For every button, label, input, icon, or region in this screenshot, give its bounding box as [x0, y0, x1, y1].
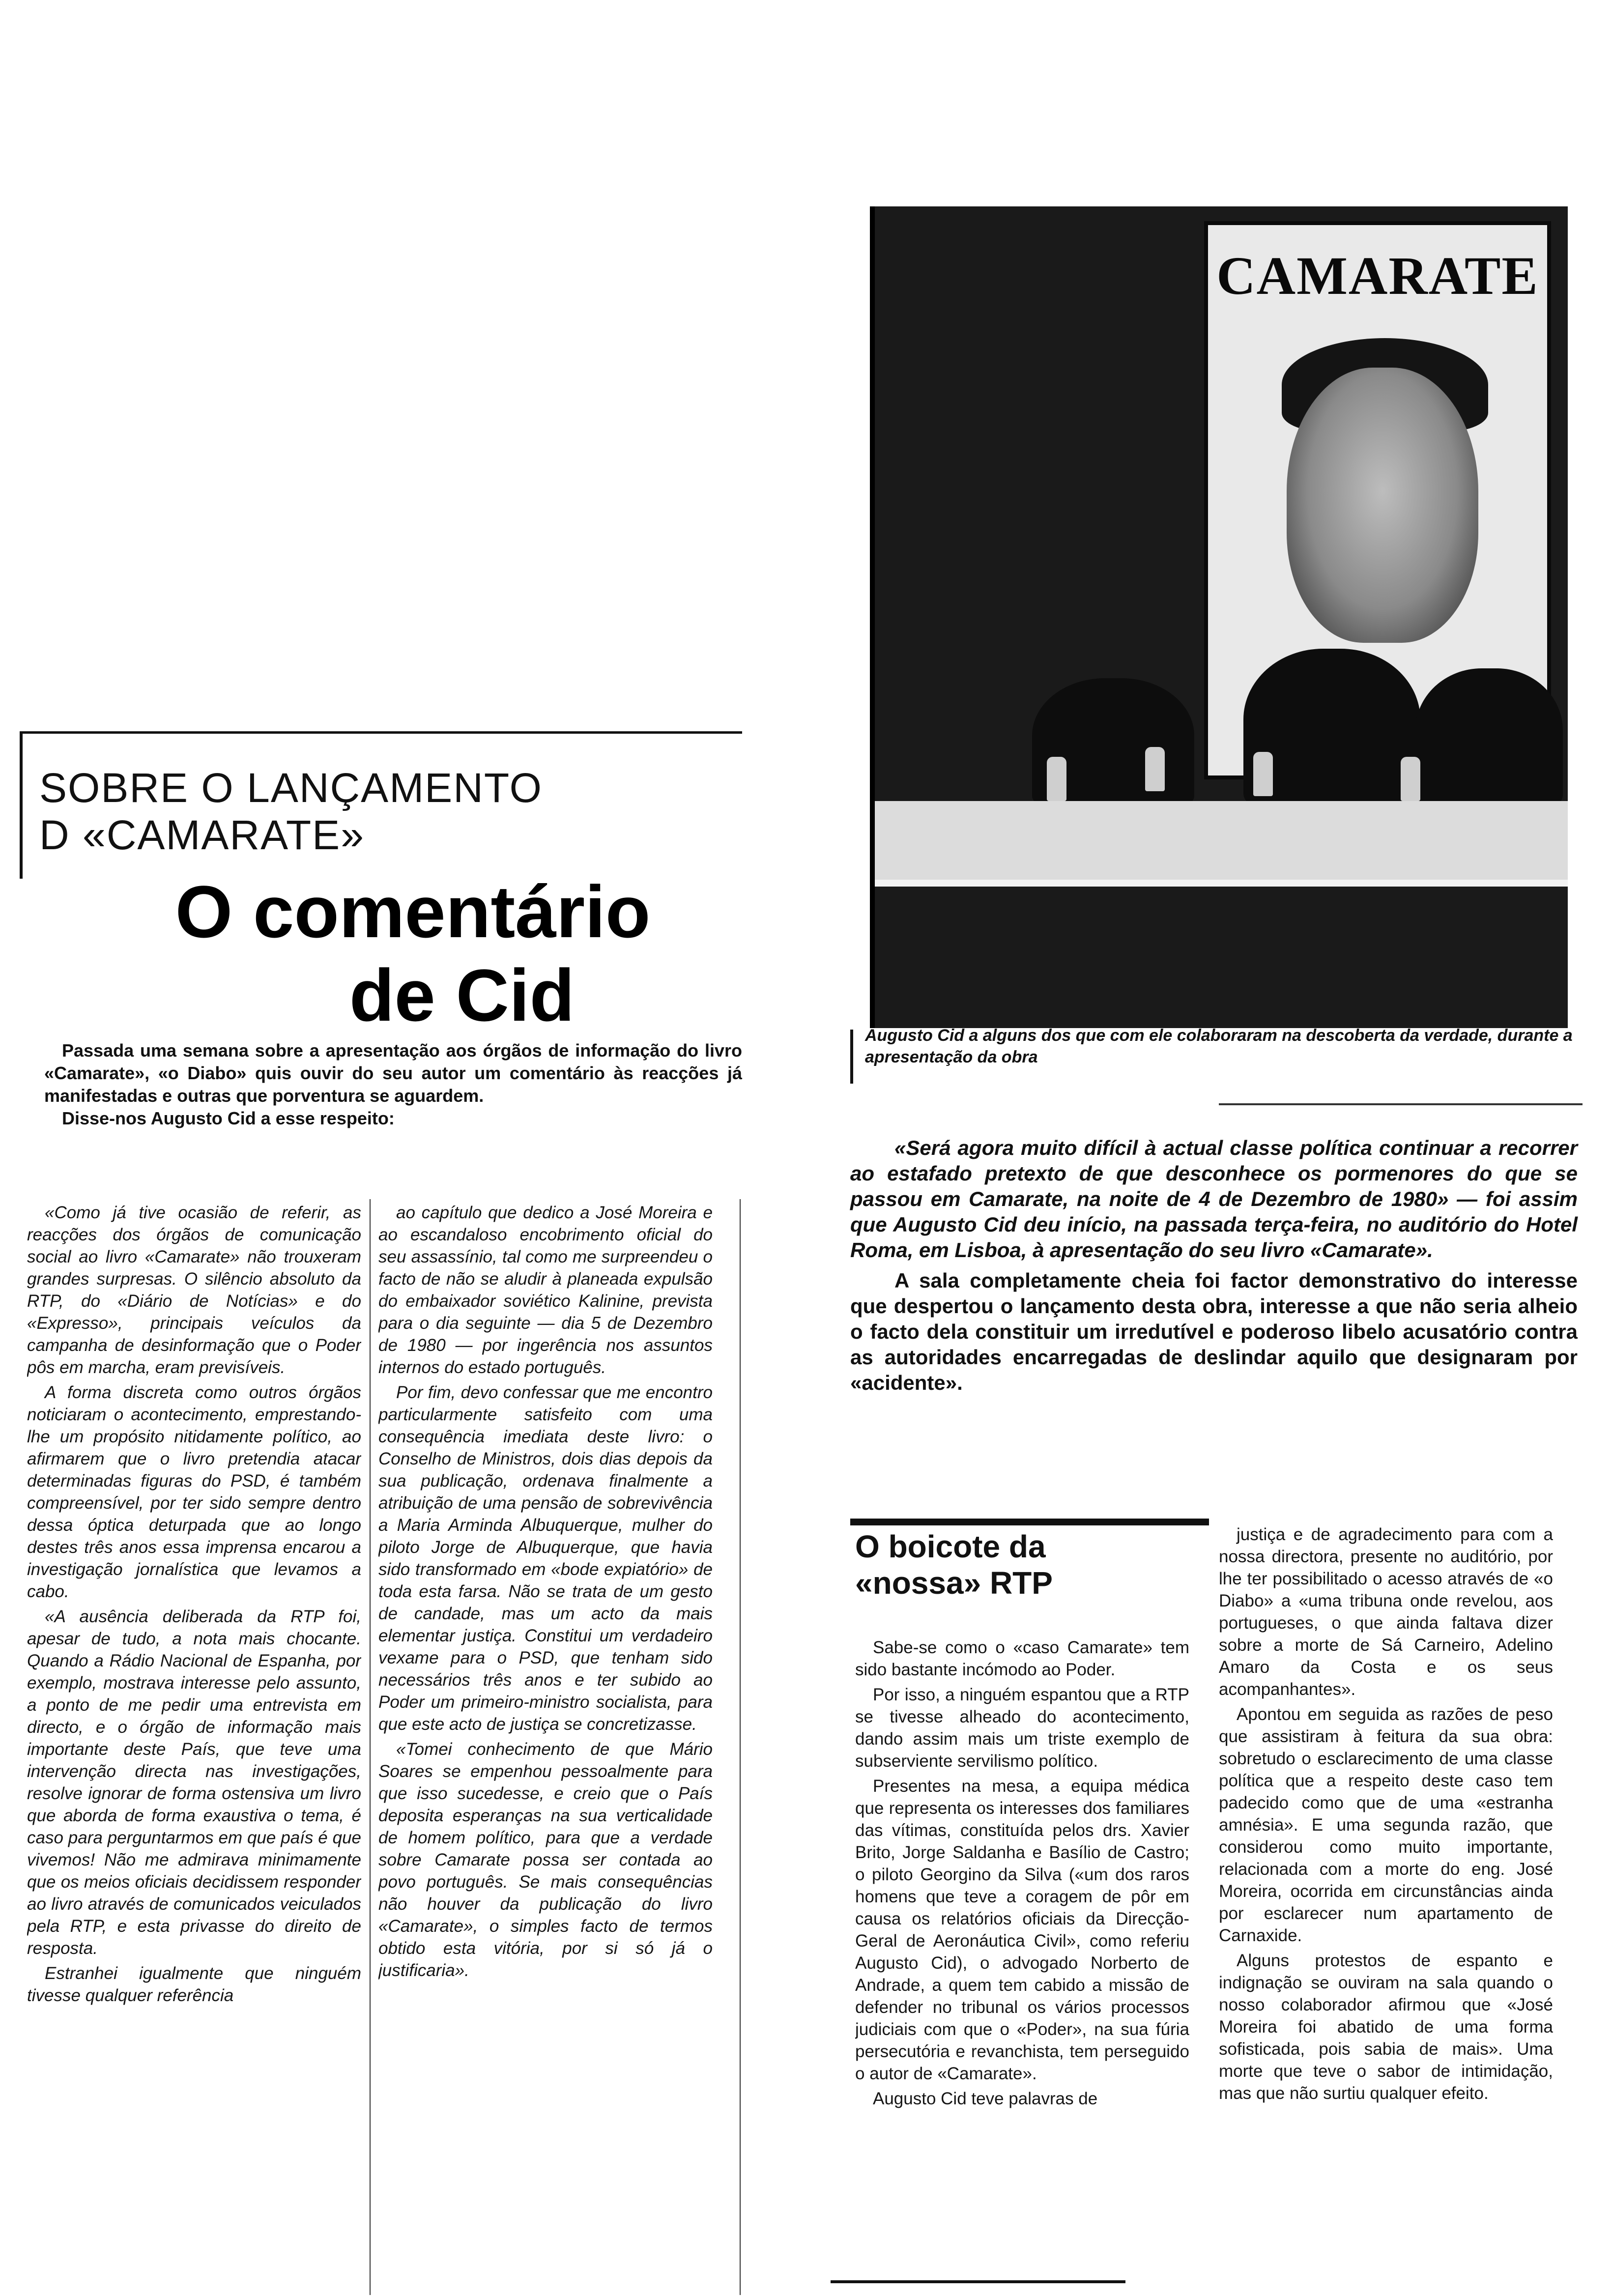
right-column-4 [1219, 1523, 1553, 2290]
column-paragraph: Alguns protestos de espanto e indignação se ouviram na sala quando o nosso colaborador afirmou que «José Moreira foi abatido de uma forma sofisticada, pois sabia de mais». Uma morte que teve o sabor de intimidação, mas que não surtiu qualquer efeito. [1219, 1951, 1553, 2103]
intro-paragraph: «Será agora muito difícil à actual classe política continuar a recorrer ao estafado pretexto de que desconhece os pormenores do que se passou em Camarate, na noite de 4 de Dezembro de 1980» — foi assim que Augusto Cid deu início, na passada terça-feira, no auditório do Hotel Roma, em Lisboa, à apresentação do seu livro «Camarate». [850, 1136, 1578, 1262]
lead-paragraph: Passada uma semana sobre a apresentação aos órgãos de informação do livro «Camarate», «o Diabo» quis ouvir do seu autor um comentário às reacções já manifestadas e outras que porventura se aguardem. [44, 1040, 742, 1106]
column-paragraph: «Como já tive ocasião de referir, as reacções dos órgãos de comunicação social ao livro «Camarate» não trouxeram grandes surpresas. O silêncio absoluto da RTP, do «Diário de Notícias» e do «Expresso», principais veículos da campanha de desinformação que o Poder pôs em marcha, eram previsíveis. [27, 1203, 361, 1377]
intro-paragraph: A sala completamente cheia foi factor demonstrativo do interesse que despertou o lançamento desta obra, interesse a que não seria alheio o facto dela constituir um irredutível e poderoso libelo acusatório contra as autoridades encarregadas de deslindar aquilo que designaram por «acidente». [850, 1269, 1578, 1394]
column-paragraph: Sabe-se como o «caso Camarate» tem sido bastante incómodo ao Poder. [855, 1638, 1189, 1679]
subheading-line-1: O boicote da [855, 1529, 1046, 1564]
header-side-bar [20, 731, 23, 879]
column-paragraph: Apontou em seguida as razões de peso que assistiram à feitura da sua obra: sobretudo o esclarecimento de uma classe política que a respeito deste caso tem padecido como que de uma «estranha amnésia». E uma segunda razão, que considerou como muito importante, relacionada com a morte do eng. José Moreira, ocorrida em circunstâncias ainda por esclarecer num apartamento de Carnaxide. [1219, 1705, 1553, 1945]
seated-person [1415, 668, 1563, 806]
kicker-line-1: SOBRE O LANÇAMENTO [39, 765, 543, 811]
photo-caption: Augusto Cid a alguns dos que com ele colaboraram na descoberta da verdade, durante a apresentação da obra [865, 1026, 1573, 1066]
left-column-1 [27, 1202, 361, 2293]
water-bottle [1401, 757, 1420, 801]
caption-bar [850, 1030, 853, 1084]
subhead-rule [850, 1519, 1209, 1525]
article-lead [44, 1039, 742, 1130]
column-paragraph: «A ausência deliberada da RTP foi, apesar de tudo, a nota mais chocante. Quando a Rádio Nacional de Espanha, por exemplo, mostrava interesse pelo assunto, a ponto de me pedir uma entrevista em directo, e o órgão de informação mais importante deste País, que teve uma intervenção directa nas investigações, resolve ignorar de forma ostensiva um livro que aborda de forma exaustiva o tema, é caso para perguntarmos em que país é que vivemos! Não me admirava minimamente que os meios oficiais decidissem responder ao livro através de comunicados veiculados pela RTP, e esta privasse do direito de resposta. [27, 1607, 361, 1958]
column-paragraph: Augusto Cid teve palavras de [873, 2089, 1098, 2108]
column-divider [370, 1199, 371, 2295]
water-bottle [1047, 757, 1066, 801]
article-kicker [39, 764, 543, 859]
column-paragraph: Por fim, devo confessar que me encontro particularmente satisfeito com uma consequência imediata deste livro: o Conselho de Ministros, dois dias depois da sua publicação, ordenava finalmente a atribuição de uma pensão de sobrevivência a Maria Arminda Albuquerque, mulher do piloto Jorge de Albuquerque, que havia sido transformado em «bode expiatório» de toda esta farsa. Não se trata de um gesto de candade, mas um acto da mais elementar justiça. Constitui um verdadeiro vexame para o PSD, que tenham sido necessários três anos e ter subido ao Poder um primeiro-ministro socialista, para que este acto de justiça se concretizasse. [378, 1383, 713, 1734]
lead-paragraph: Disse-nos Augusto Cid a esse respeito: [62, 1108, 395, 1128]
subheading [855, 1528, 1053, 1601]
column-paragraph: «Tomei conhecimento de que Mário Soares se empenhou pessoalmente para que isso sucedesse, e creio que o País deposita esperanças na sua verticalidade de homem político, para que a verdade sobre Camarate possa ser contada ao povo português. Se mais consequências não houver da publicação do livro «Camarate», o simples facto de termos obtido esta vitória, por si só já o justificaria». [378, 1740, 713, 1980]
poster-title: CAMARATE [1216, 246, 1539, 306]
caption-rule [1219, 1103, 1583, 1105]
kicker-line-2: D «CAMARATE» [39, 812, 365, 858]
column-paragraph: A forma discreta como outros órgãos noticiaram o acontecimento, emprestando-lhe um propósito nitidamente político, ao afirmarem que o livro pretendia atacar determinadas figuras do PSD, é também compreensível, por ter sido sempre dentro dessa óptica deturpada que ao longo destes três anos essa imprensa encarou a investigação jornalística que levamos a cabo. [27, 1383, 361, 1601]
left-column-2 [378, 1202, 713, 2293]
article-headline [143, 870, 683, 1037]
right-article-intro [850, 1135, 1578, 1401]
header-rule [20, 731, 742, 734]
column-paragraph: Por isso, a ninguém espantou que a RTP se tivesse alheado do acontecimento, dando assim mais um triste exemplo de subserviente servilismo político. [855, 1685, 1189, 1771]
headline-line-2: de Cid [349, 954, 575, 1036]
headline-line-1: O comentário [175, 870, 651, 953]
column-paragraph: Presentes na mesa, a equipa médica que representa os interesses dos familiares das vítimas, constituída pelos drs. Xavier Brito, Jorge Saldanha e Basílio de Castro; o piloto Georgino da Silva («um dos raros homens que teve a coragem de pôr em causa os relatórios oficiais da Direcção-Geral de Aeronáutica Civil», como referiu Augusto Cid), o advogado Norberto de Andrade, a quem tem cabido a missão de defender no tribunal os vários processos judiciais com que o «Poder», na sua fúria persecutória e revanchista, tem perseguido o autor de «Camarate». [855, 1777, 1189, 2083]
portrait-face [1287, 368, 1478, 643]
column-divider [740, 1199, 741, 2295]
photo-side-bar [870, 206, 875, 1028]
water-bottle [1253, 752, 1273, 796]
column-paragraph: ao capítulo que dedico a José Moreira e ao escandaloso encobrimento oficial do seu assassínio, tal como me surpreendeu o facto de não se aludir à planeada expulsão do embaixador soviético Kalinine, prevista para o dia seguinte — dia 5 de Dezembro de 1980 — por ingerência nos assuntos internos do estado português. [378, 1203, 713, 1377]
water-bottle [1145, 747, 1165, 791]
bottom-rule [831, 2280, 1125, 2283]
presentation-table [870, 801, 1568, 880]
table-edge [870, 880, 1568, 887]
column-paragraph: Estranhei igualmente que ninguém tivesse qualquer referência [27, 1964, 361, 2005]
subheading-line-2: «nossa» RTP [855, 1565, 1053, 1601]
right-column-3 [855, 1636, 1189, 2280]
press-photo [870, 206, 1568, 1028]
column-paragraph: justiça e de agradecimento para com a nossa directora, presente no auditório, por lhe ter possibilitado o acesso através de «o Diabo» a «uma tribuna onde revelou, aos portugueses, o que ainda faltava dizer sobre a morte de Sá Carneiro, Adelino Amaro da Costa e os seus acompanhantes». [1219, 1525, 1553, 1699]
